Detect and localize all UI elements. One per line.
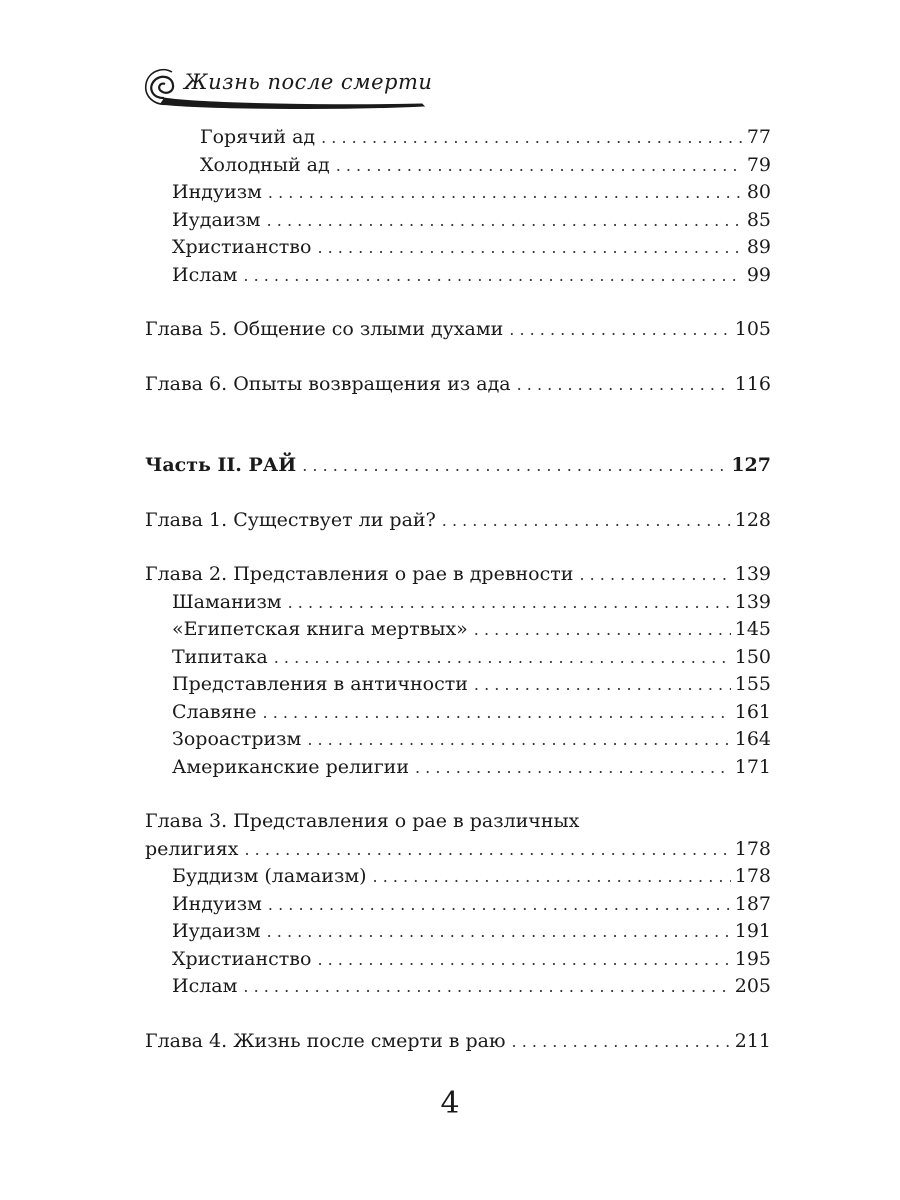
toc-entry[interactable]: Зороастризм . . . 164 — [145, 726, 771, 754]
toc-entry[interactable]: Христианство . . . 89 — [145, 234, 771, 262]
toc-chapter[interactable]: Глава 6. Опыты возвращения из ада . . . 116 — [145, 371, 771, 399]
table-of-contents — [145, 124, 771, 1055]
toc-entry[interactable]: Типитака . . . 150 — [145, 644, 771, 672]
toc-chapter-title-line[interactable]: Глава 3. Представления о рае в различных — [145, 810, 580, 832]
toc-chapter[interactable]: Глава 4. Жизнь после смерти в раю . . . 211 — [145, 1028, 771, 1056]
toc-entry[interactable]: Индуизм . . . 187 — [145, 891, 771, 919]
toc-entry[interactable]: Американские религии . . . 171 — [145, 754, 771, 782]
running-header — [142, 60, 432, 120]
toc-chapter[interactable]: Глава 5. Общение со злыми духами . . . 105 — [145, 316, 771, 344]
toc-entry[interactable]: «Египетская книга мертвых» . . . 145 — [145, 616, 771, 644]
toc-entry[interactable]: Буддизм (ламаизм) . . . 178 — [145, 863, 771, 891]
toc-entry[interactable]: Холодный ад . . . 79 — [145, 152, 771, 180]
toc-entry[interactable]: Индуизм . . . 80 — [145, 179, 771, 207]
toc-chapter[interactable]: Глава 2. Представления о рае в древности . . . 139 — [145, 561, 771, 589]
toc-entry[interactable]: Ислам . . . 99 — [145, 262, 771, 290]
header-title: Жизнь после смерти — [184, 70, 433, 94]
page-number: 4 — [440, 1086, 460, 1121]
toc-part[interactable]: Часть II. РАЙ . . . 127 — [145, 452, 771, 480]
toc-entry[interactable]: Шаманизм . . . 139 — [145, 589, 771, 617]
toc-entry[interactable]: Христианство . . . 195 — [145, 946, 771, 974]
toc-chapter[interactable]: религиях . . . 178 — [145, 836, 771, 864]
toc-entry[interactable]: Иудаизм . . . 191 — [145, 918, 771, 946]
toc-entry[interactable]: Ислам . . . 205 — [145, 973, 771, 1001]
toc-entry[interactable]: Иудаизм . . . 85 — [145, 207, 771, 235]
toc-entry[interactable]: Горячий ад . . . 77 — [145, 124, 771, 152]
toc-entry[interactable]: Славяне . . . 161 — [145, 699, 771, 727]
toc-entry[interactable]: Представления в античности . . . 155 — [145, 671, 771, 699]
toc-chapter[interactable]: Глава 1. Существует ли рай? . . . 128 — [145, 507, 771, 535]
